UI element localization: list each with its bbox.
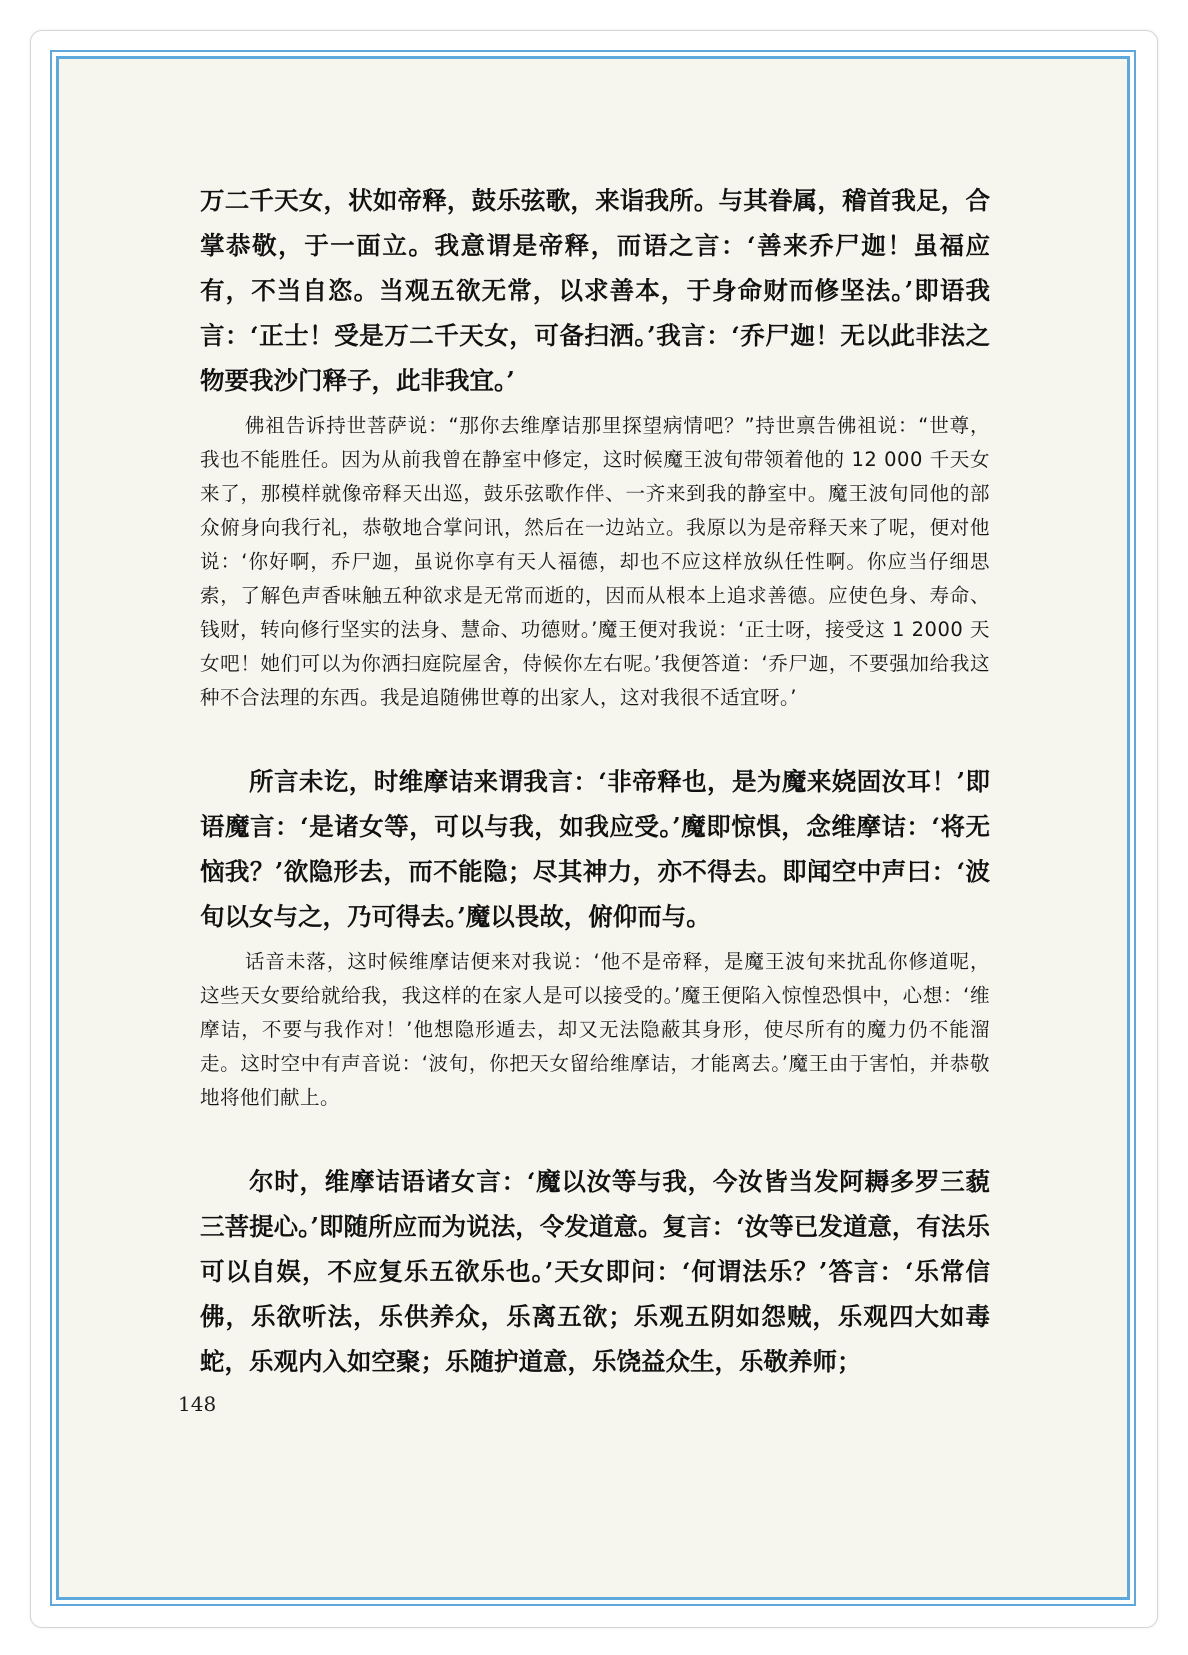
- original-text-paragraph-3: 尔时，维摩诘语诸女言：‘魔以汝等与我，今汝皆当发阿耨多罗三藐三菩提心。’即随所应而为说法，令发道意。复言：‘汝等已发道意，有法乐可以自娱，不应复乐五欲乐也。’天女即问：‘何谓法乐？’答言：‘乐常信佛，乐欲听法，乐供养众，乐离五欲；乐观五阴如怨贼，乐观四大如毒蛇，乐观内入如空聚；乐随护道意，乐饶益众生，乐敬养师；: [200, 1167, 990, 1376]
- translation-paragraph-1: 佛祖告诉持世菩萨说：“那你去维摩诘那里探望病情吧？”持世禀告佛祖说：“世尊，我也不能胜任。因为从前我曾在静室中修定，这时候魔王波旬带领着他的 12 000 千天女来了，那模样就像帝释天出巡，鼓乐弦歌作伴、一齐来到我的静室中。魔王波旬同他的部众俯身向我行礼，恭敬地合掌问讯，然后在一边站立。我原以为是帝释天来了呢，便对他说：‘你好啊，乔尸迦，虽说你享有天人福德，却也不应这样放纵任性啊。你应当仔细思索，了解色声香味触五种欲求是无常而逝的，因而从根本上追求善德。应使色身、寿命、钱财，转向修行坚实的法身、慧命、功德财。’魔王便对我说：‘正士呀，接受这 1 2000 天女吧！她们可以为你洒扫庭院屋舍，侍候你左右呢。’我便答道：‘乔尸迦，不要强加给我这种不合法理的东西。我是追随佛世尊的出家人，这对我很不适宜呀。’: [200, 414, 990, 709]
- original-text-paragraph-1: 万二千天女，状如帝释，鼓乐弦歌，来诣我所。与其眷属，稽首我足，合掌恭敬，于一面立。我意谓是帝释，而语之言：‘善来乔尸迦！虽福应有，不当自恣。当观五欲无常，以求善本，于身命财而修坚法。’即语我言：‘正士！受是万二千天女，可备扫洒。’我言：‘乔尸迦！无以此非法之物要我沙门释子，此非我宜。’: [200, 186, 990, 395]
- original-text-paragraph-2: 所言未讫，时维摩诘来谓我言：‘非帝释也，是为魔来娆固汝耳！’即语魔言：‘是诸女等，可以与我，如我应受。’魔即惊惧，念维摩诘：‘将无恼我？’欲隐形去，而不能隐；尽其神力，亦不得去。即闻空中声曰：‘波旬以女与之，乃可得去。’魔以畏故，俯仰而与。: [200, 767, 990, 931]
- page-content: [200, 178, 990, 1384]
- page-number: 148: [178, 1392, 217, 1416]
- translation-paragraph-2: 话音未落，这时候维摩诘便来对我说：‘他不是帝释，是魔王波旬来扰乱你修道呢，这些天女要给就给我，我这样的在家人是可以接受的。’魔王便陷入惊惶恐惧中，心想：‘维摩诘，不要与我作对！’他想隐形遁去，却又无法隐蔽其身形，使尽所有的魔力仍不能溜走。这时空中有声音说：‘波旬，你把天女留给维摩诘，才能离去。’魔王由于害怕，并恭敬地将他们献上。: [200, 950, 990, 1109]
